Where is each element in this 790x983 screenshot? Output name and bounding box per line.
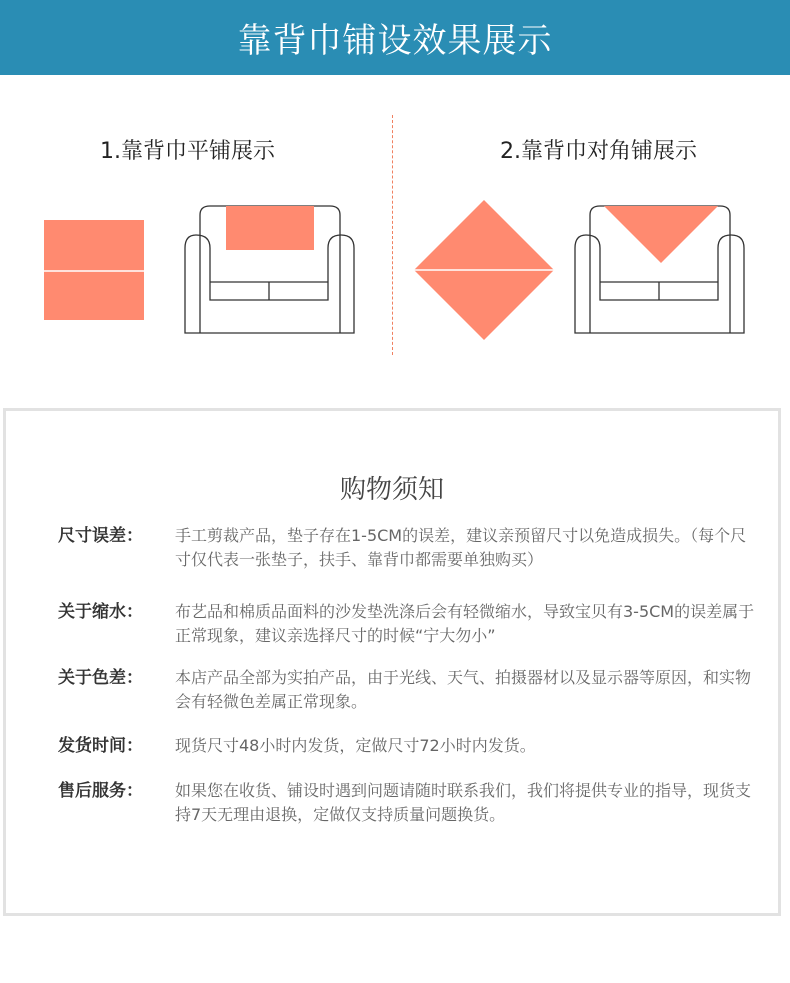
flat-towel-swatch	[44, 220, 144, 320]
notice-label: 关于缩水：	[58, 602, 143, 622]
notice-label: 尺寸误差：	[58, 526, 143, 546]
notice-item-size-error	[58, 524, 758, 572]
towel-on-sofa-flat	[226, 206, 314, 250]
notice-label: 关于色差：	[58, 668, 143, 688]
notice-item-shrinkage	[58, 600, 758, 648]
notice-item-color-difference	[58, 666, 758, 714]
notice-text: 现货尺寸48小时内发货，定做尺寸72小时内发货。	[175, 736, 536, 755]
diagonal-towel-swatch	[414, 200, 554, 340]
header-banner	[0, 0, 790, 75]
flat-layout-caption: 1.靠背巾平铺展示	[100, 139, 275, 164]
notice-item-shipping-time	[58, 734, 758, 758]
notice-text: 本店产品全部为实拍产品，由于光线、天气、拍摄器材以及显示器等原因，和实物会有轻微色差属正常现象。	[175, 668, 752, 711]
diagonal-layout-caption: 2.靠背巾对角铺展示	[500, 139, 697, 164]
shopping-notice-panel	[3, 408, 781, 916]
notice-text: 手工剪裁产品，垫子存在1-5CM的误差，建议亲预留尺寸以免造成损失。（每个尺寸仅代表一张垫子，扶手、靠背巾都需要单独购买）	[175, 526, 747, 569]
notice-title: 购物须知	[339, 475, 444, 505]
page-title: 靠背巾铺设效果展示	[237, 21, 553, 61]
towel-on-sofa-diagonal	[604, 206, 718, 263]
notice-text: 如果您在收货、铺设时遇到问题请随时联系我们，我们将提供专业的指导，现货支持7天无理由退换，定做仅支持质量问题换货。	[175, 781, 752, 824]
notice-label: 发货时间：	[58, 736, 143, 756]
layout-illustrations	[0, 190, 790, 350]
notice-text: 布艺品和棉质品面料的沙发垫洗涤后会有轻微缩水，导致宝贝有3-5CM的误差属于正常现象，建议亲选择尺寸的时候“宁大勿小”	[175, 602, 755, 645]
notice-item-after-sales	[58, 779, 758, 827]
notice-label: 售后服务：	[58, 781, 143, 801]
